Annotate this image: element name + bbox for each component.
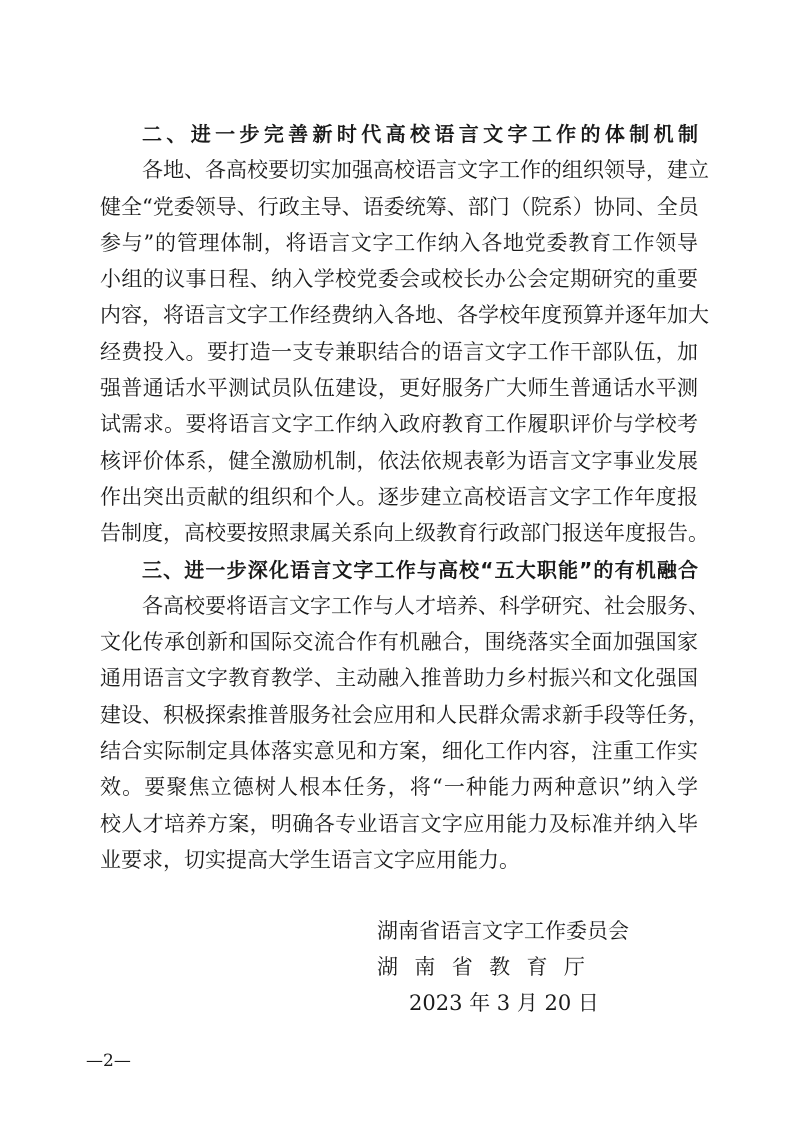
paragraph-line: 参与”的管理体制，将语言文字工作纳入各地党委教育工作领导 <box>100 230 698 255</box>
page-number: —2— <box>86 1051 131 1071</box>
paragraph-line: 文化传承创新和国际交流合作有机融合，围绕落实全面加强国家 <box>100 630 698 655</box>
signature-date: 2023 年 3 月 20 日 <box>409 991 599 1015</box>
paragraph-line: 建设、积极探索推普服务社会应用和人民群众需求新手段等任务， <box>100 702 709 727</box>
paragraph-line: 作出突出贡献的组织和个人。逐步建立高校语言文字工作年度报 <box>100 484 698 509</box>
signature-org-committee: 湖南省语言文字工作委员会 <box>377 919 629 943</box>
paragraph-line: 各高校要将语言文字工作与人才培养、科学研究、社会服务、 <box>142 593 709 618</box>
paragraph-line: 强普通话水平测试员队伍建设，更好服务广大师生普通话水平测 <box>100 376 698 401</box>
paragraph-line: 内容，将语言文字工作经费纳入各地、各学校年度预算并逐年加大 <box>100 303 709 328</box>
paragraph-line: 效。要聚焦立德树人根本任务，将“一种能力两种意识”纳入学 <box>100 775 698 800</box>
paragraph-line: 核评价体系，健全激励机制，依法依规表彰为语言文字事业发展 <box>100 448 698 473</box>
signature-org-department: 湖南省教育厅 <box>377 955 602 979</box>
paragraph-line: 业要求，切实提高大学生语言文字应用能力。 <box>100 847 520 872</box>
paragraph-line: 小组的议事日程、纳入学校党委会或校长办公会定期研究的重要 <box>100 267 698 292</box>
paragraph-line: 通用语言文字教育教学、主动融入推普助力乡村振兴和文化强国 <box>100 666 698 691</box>
document-body <box>100 116 709 878</box>
paragraph-line: 各地、各高校要切实加强高校语言文字工作的组织领导，建立 <box>142 158 709 183</box>
paragraph-line: 健全“党委领导、行政主导、语委统筹、部门（院系）协同、全员 <box>100 194 699 219</box>
paragraph-line: 试需求。要将语言文字工作纳入政府教育工作履职评价与学校考 <box>100 412 698 437</box>
paragraph-line: 告制度，高校要按照隶属关系向上级教育行政部门报送年度报告。 <box>100 521 709 546</box>
section-heading-2: 二、进一步完善新时代高校语言文字工作的体制机制 <box>142 122 698 146</box>
paragraph-line: 结合实际制定具体落实意见和方案，细化工作内容，注重工作实 <box>100 739 698 764</box>
signature-block <box>377 913 637 1021</box>
paragraph-line: 校人才培养方案，明确各专业语言文字应用能力及标准并纳入毕 <box>100 811 698 836</box>
section-heading-3: 三、进一步深化语言文字工作与高校“五大职能”的有机融合 <box>142 557 698 582</box>
paragraph-line: 经费投入。要打造一支专兼职结合的语言文字工作干部队伍，加 <box>100 339 698 364</box>
